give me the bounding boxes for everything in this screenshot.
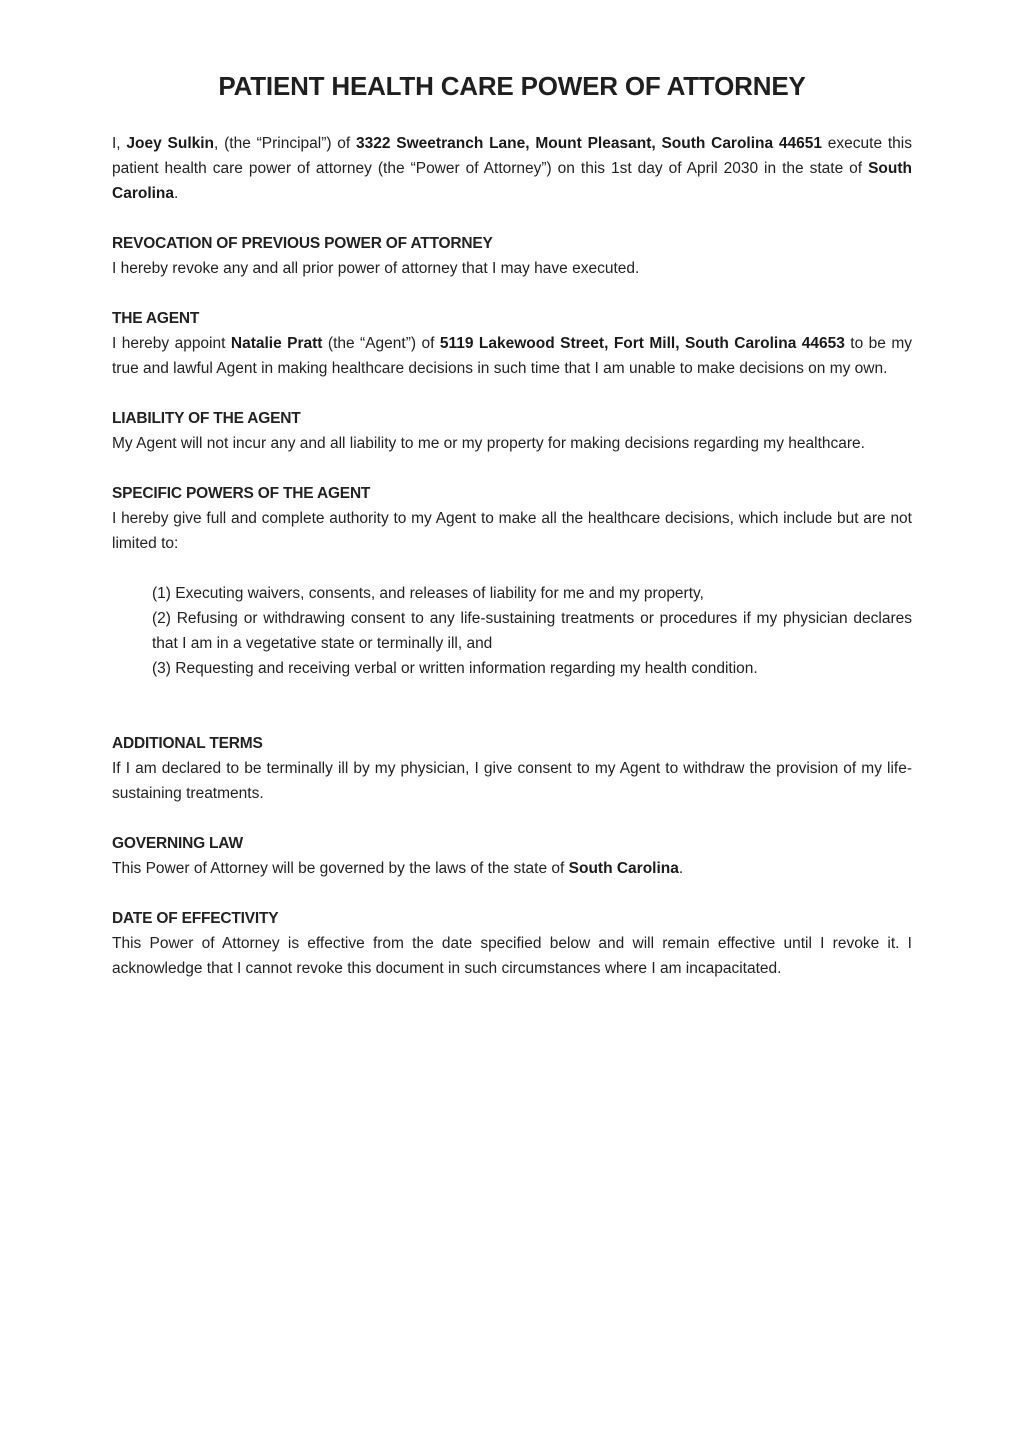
agent-address: 5119 Lakewood Street, Fort Mill, South Carolina 44653	[439, 335, 845, 352]
section-agent	[112, 306, 912, 381]
agent-text-3: to be my true and lawful Agent in making healthcare decisions in such time that I am unable to make decisions on my own.	[112, 335, 913, 377]
intro-text-3: execute this patient health care power of attorney (the “Power of Attorney”) on this 1st day of April 2030 in the state of	[112, 135, 912, 177]
agent-text-1: I hereby appoint	[112, 335, 231, 352]
revocation-heading: REVOCATION OF PREVIOUS POWER OF ATTORNEY	[112, 235, 493, 252]
section-revocation	[112, 231, 912, 281]
intro-text-2: , (the “Principal”) of	[214, 135, 357, 152]
list-item: (2) Refusing or withdrawing consent to any life-sustaining treatments or procedures if my physician declares that I am in a vegetative state or terminally ill, and	[152, 610, 912, 652]
principal-name: Joey Sulkin	[126, 135, 215, 152]
governing-paragraph	[112, 856, 912, 881]
principal-address: 3322 Sweetranch Lane, Mount Pleasant, South Carolina 44651	[356, 135, 823, 152]
list-item: (1) Executing waivers, consents, and releases of liability for me and my property,	[152, 585, 704, 602]
agent-name: Natalie Pratt	[230, 335, 323, 352]
intro-state: South Carolina	[112, 160, 912, 202]
section-specific-powers	[112, 481, 912, 681]
liability-heading: LIABILITY OF THE AGENT	[112, 410, 301, 427]
list-item: (3) Requesting and receiving verbal or written information regarding my health condition.	[152, 660, 758, 677]
document-page	[112, 0, 912, 981]
intro-paragraph	[112, 131, 912, 206]
governing-heading: GOVERNING LAW	[112, 835, 243, 852]
section-governing-law	[112, 831, 912, 881]
agent-heading: THE AGENT	[112, 310, 200, 327]
agent-paragraph	[112, 331, 912, 381]
section-date-of-effectivity	[112, 906, 912, 981]
document-title: PATIENT HEALTH CARE POWER OF ATTORNEY	[218, 71, 806, 101]
powers-list	[152, 581, 912, 681]
governing-text-2: .	[678, 860, 684, 877]
liability-text: My Agent will not incur any and all liability to me or my property for making decisions regarding my healthcare.	[112, 435, 865, 452]
intro-text-4: .	[174, 185, 179, 202]
effectivity-heading: DATE OF EFFECTIVITY	[112, 910, 279, 927]
intro-text-1: I,	[112, 135, 127, 152]
effectivity-text: This Power of Attorney is effective from the date specified below and will remain effective until I revoke it. I acknowledge that I cannot revoke this document in such circumstances where I am incapacitated.	[112, 935, 912, 977]
powers-text: I hereby give full and complete authority to my Agent to make all the healthcare decisions, which include but are not limited to:	[112, 510, 912, 552]
additional-heading: ADDITIONAL TERMS	[112, 735, 263, 752]
agent-text-2: (the “Agent”) of	[322, 335, 440, 352]
powers-heading: SPECIFIC POWERS OF THE AGENT	[112, 485, 371, 502]
section-additional-terms	[112, 731, 912, 806]
revocation-text: I hereby revoke any and all prior power of attorney that I may have executed.	[112, 260, 640, 277]
section-liability	[112, 406, 912, 456]
governing-text-1: This Power of Attorney will be governed by the laws of the state of	[112, 860, 569, 877]
additional-text: If I am declared to be terminally ill by my physician, I give consent to my Agent to withdraw the provision of my life-sustaining treatments.	[112, 760, 912, 802]
governing-state: South Carolina	[568, 860, 679, 877]
